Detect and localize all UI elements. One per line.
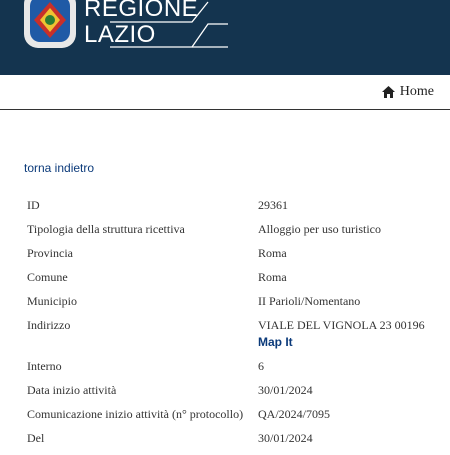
- detail-label: Interno: [27, 359, 62, 373]
- detail-label: Tipologia della struttura ricettiva: [27, 222, 185, 236]
- detail-row-interno: [27, 359, 437, 383]
- detail-value: Roma: [258, 246, 287, 260]
- detail-row-municipio: [27, 294, 437, 318]
- detail-row-indirizzo: [27, 318, 437, 359]
- detail-value: Roma: [258, 270, 287, 284]
- detail-row-provincia: [27, 246, 437, 270]
- brand-name-line1[interactable]: REGIONE: [84, 0, 199, 22]
- home-label: Home: [399, 84, 434, 99]
- back-link[interactable]: torna indietro: [24, 161, 95, 175]
- brand-name-line2[interactable]: LAZIO: [84, 21, 156, 48]
- detail-label: ID: [27, 198, 40, 212]
- detail-value: QA/2024/7095: [258, 407, 330, 421]
- home-icon: [382, 86, 395, 98]
- site-header: [0, 0, 450, 75]
- detail-label: Comune: [27, 270, 68, 284]
- top-navbar: [0, 75, 450, 110]
- detail-label: Municipio: [27, 294, 77, 308]
- detail-row-del: [27, 431, 437, 455]
- regione-lazio-crest-icon[interactable]: [24, 0, 76, 50]
- detail-value: II Parioli/Nomentano: [258, 294, 361, 308]
- detail-label: Data inizio attività: [27, 383, 117, 397]
- detail-value: VIALE DEL VIGNOLA 23 00196: [258, 318, 425, 332]
- detail-row-tipologia: [27, 222, 437, 246]
- detail-value: 6: [258, 359, 264, 373]
- map-it-link[interactable]: Map It: [258, 335, 293, 349]
- detail-value: 30/01/2024: [258, 383, 313, 397]
- details-table: [27, 198, 437, 455]
- detail-value: 30/01/2024: [258, 431, 313, 445]
- detail-label: Comunicazione inizio attività (n° protocollo): [27, 407, 244, 421]
- home-link[interactable]: [382, 84, 434, 100]
- detail-row-data-inizio: [27, 383, 437, 407]
- detail-label: Indirizzo: [27, 318, 71, 332]
- detail-row-comunicazione: [27, 407, 437, 431]
- detail-value: 29361: [258, 198, 288, 212]
- detail-label: Provincia: [27, 246, 73, 260]
- detail-label: Del: [27, 431, 45, 445]
- detail-row-id: [27, 198, 437, 222]
- detail-row-comune: [27, 270, 437, 294]
- detail-value: Alloggio per uso turistico: [258, 222, 381, 236]
